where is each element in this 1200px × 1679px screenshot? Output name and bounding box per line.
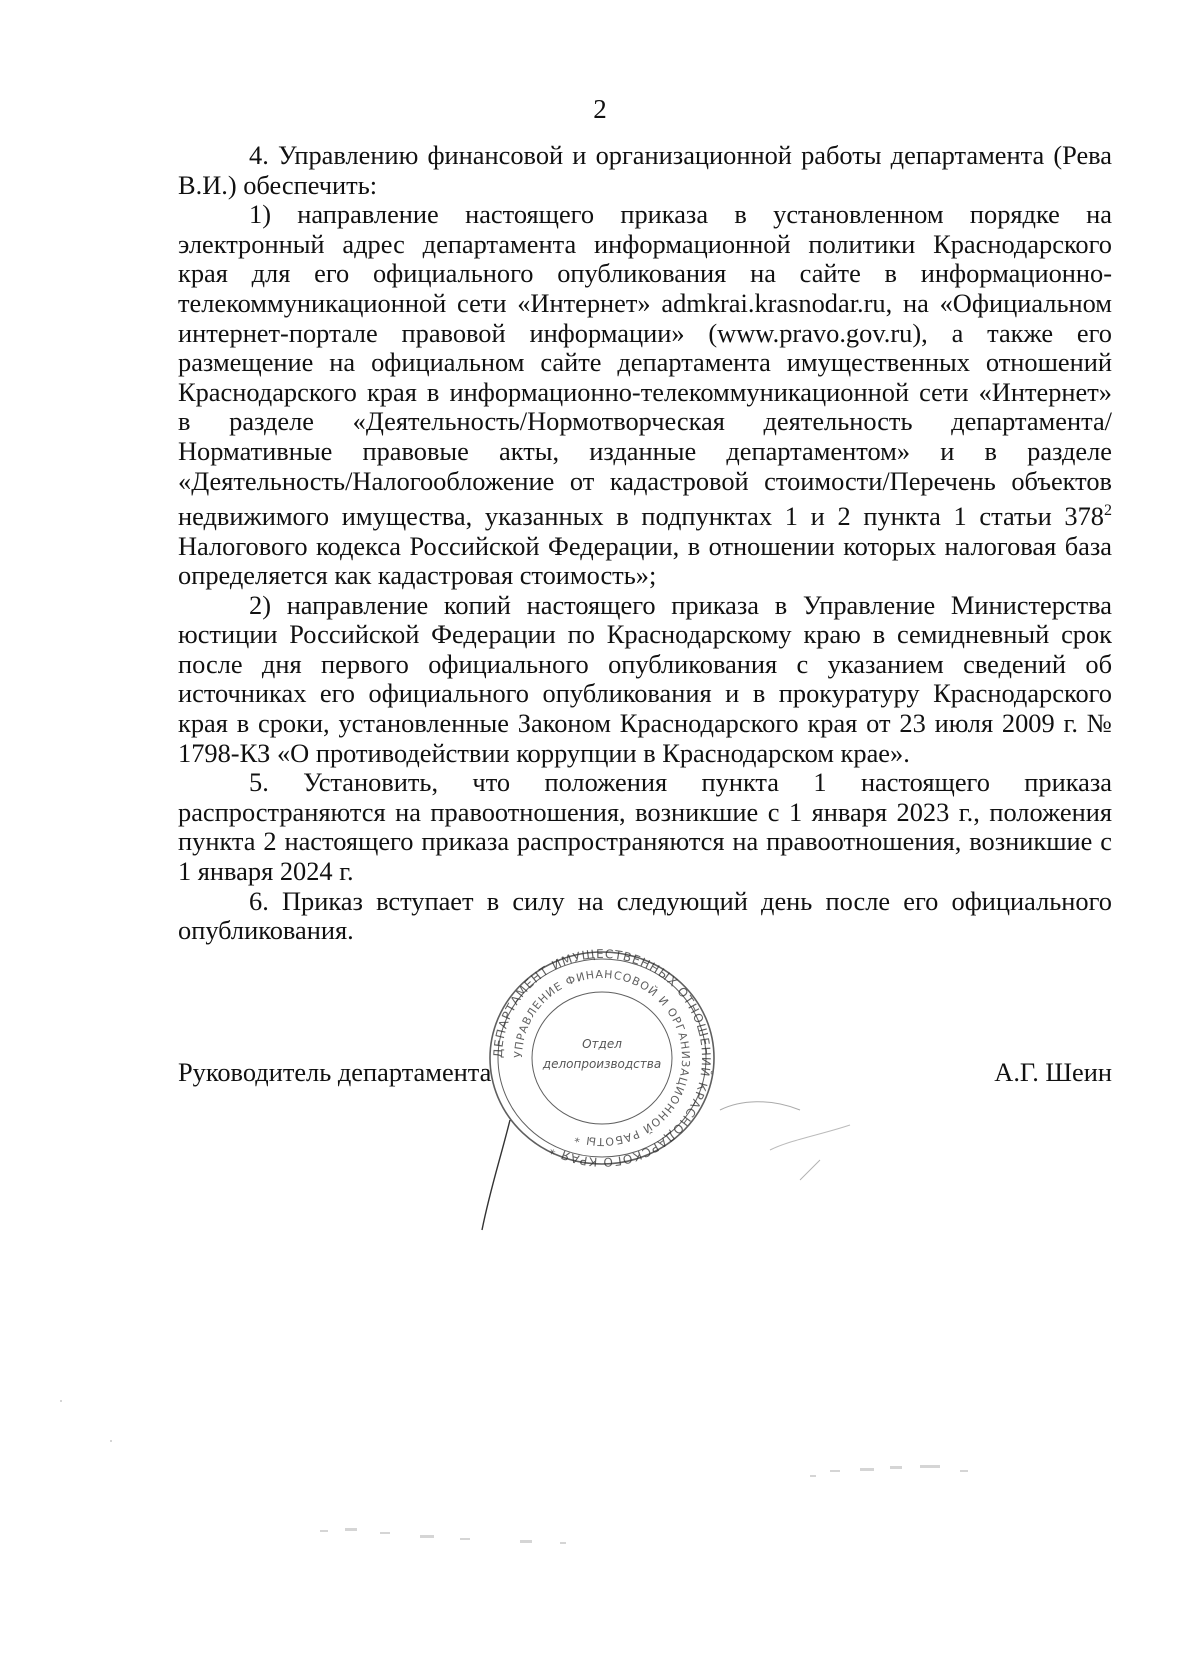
paragraph-item-5: 5. Установить, что положения пункта 1 настоящего приказа распространяются на правоотношения, возникшие с 1 января 2023 г., положения пункта 2 настоящего приказа распространяются на правоотношения, возникшие с 1 января 2024 г. bbox=[178, 767, 1112, 887]
paragraph-item-6: 6. Приказ вступает в силу на следующий день после его официального опубликования. bbox=[178, 885, 1112, 946]
signatory-name: А.Г. Шеин bbox=[994, 1057, 1112, 1087]
stamp-center-line2: делопроизводства bbox=[542, 1057, 662, 1071]
stamp-outer-text: ДЕПАРТАМЕНТ ИМУЩЕСТВЕННЫХ ОТНОШЕНИЙ КРАСНОДАРСКОГО КРАЯ * bbox=[490, 948, 714, 1168]
superscript: 2 bbox=[1104, 502, 1112, 520]
paragraph-sub-2: 2) направление копий настоящего приказа в Управление Министерства юстиции Российской Федерации по Краснодарскому краю в семидневный срок после дня первого официального опубликования с указанием сведений об источниках его официального опубликования и в прокуратуру Краснодарского края в сроки, установленные Законом Краснодарского края от 23 июля 2009 г. № 1798-КЗ «О противодействии коррупции в Краснодарском крае». bbox=[178, 589, 1112, 768]
official-stamp bbox=[486, 948, 718, 1168]
stamp-center-line1: Отдел bbox=[582, 1037, 622, 1051]
stamp-inner-text: УПРАВЛЕНИЕ ФИНАНСОВОЙ И ОРГАНИЗАЦИОННОЙ РАБОТЫ * bbox=[511, 967, 693, 1149]
paragraph-sub-1 bbox=[178, 200, 1112, 591]
sub-1-text-cont: Налогового кодекса Российской Федерации, в отношении которых налоговая база определяется как кадастровая стоимость»; bbox=[178, 530, 1112, 591]
document-body bbox=[178, 141, 1112, 946]
paragraph-item-4: 4. Управлению финансовой и организационной работы департамента (Рева В.И.) обеспечить: bbox=[178, 140, 1112, 200]
stamp-graphic bbox=[486, 948, 718, 1168]
sub-1-text: 1) направление настоящего приказа в установленном порядке на электронный адрес департамента информационной политики Краснодарского края для его официального опубликования на сайте в информационно-телекоммуникационной сети «Интернет» admkrai.krasnodar.ru, на «Официальном интернет-портале правовой информации» (www.pravo.gov.ru), а также его размещение на официальном сайте департамента имущественных отношений Краснодарского края в информационно-телекоммуникационной сети «Интернет» в разделе «Деятельность/Нормотворческая деятельность департамента/Нормативные правовые акты, изданные департаментом» и в разделе «Деятельность/Налогообложение от кадастровой стоимости/Перечень объектов недвижимого имущества, указанных в подпунктах 1 и 2 пункта 1 статьи 378 bbox=[178, 199, 1112, 531]
page-number: 2 bbox=[593, 94, 607, 124]
signatory-title: Руководитель департамента bbox=[178, 1057, 492, 1087]
